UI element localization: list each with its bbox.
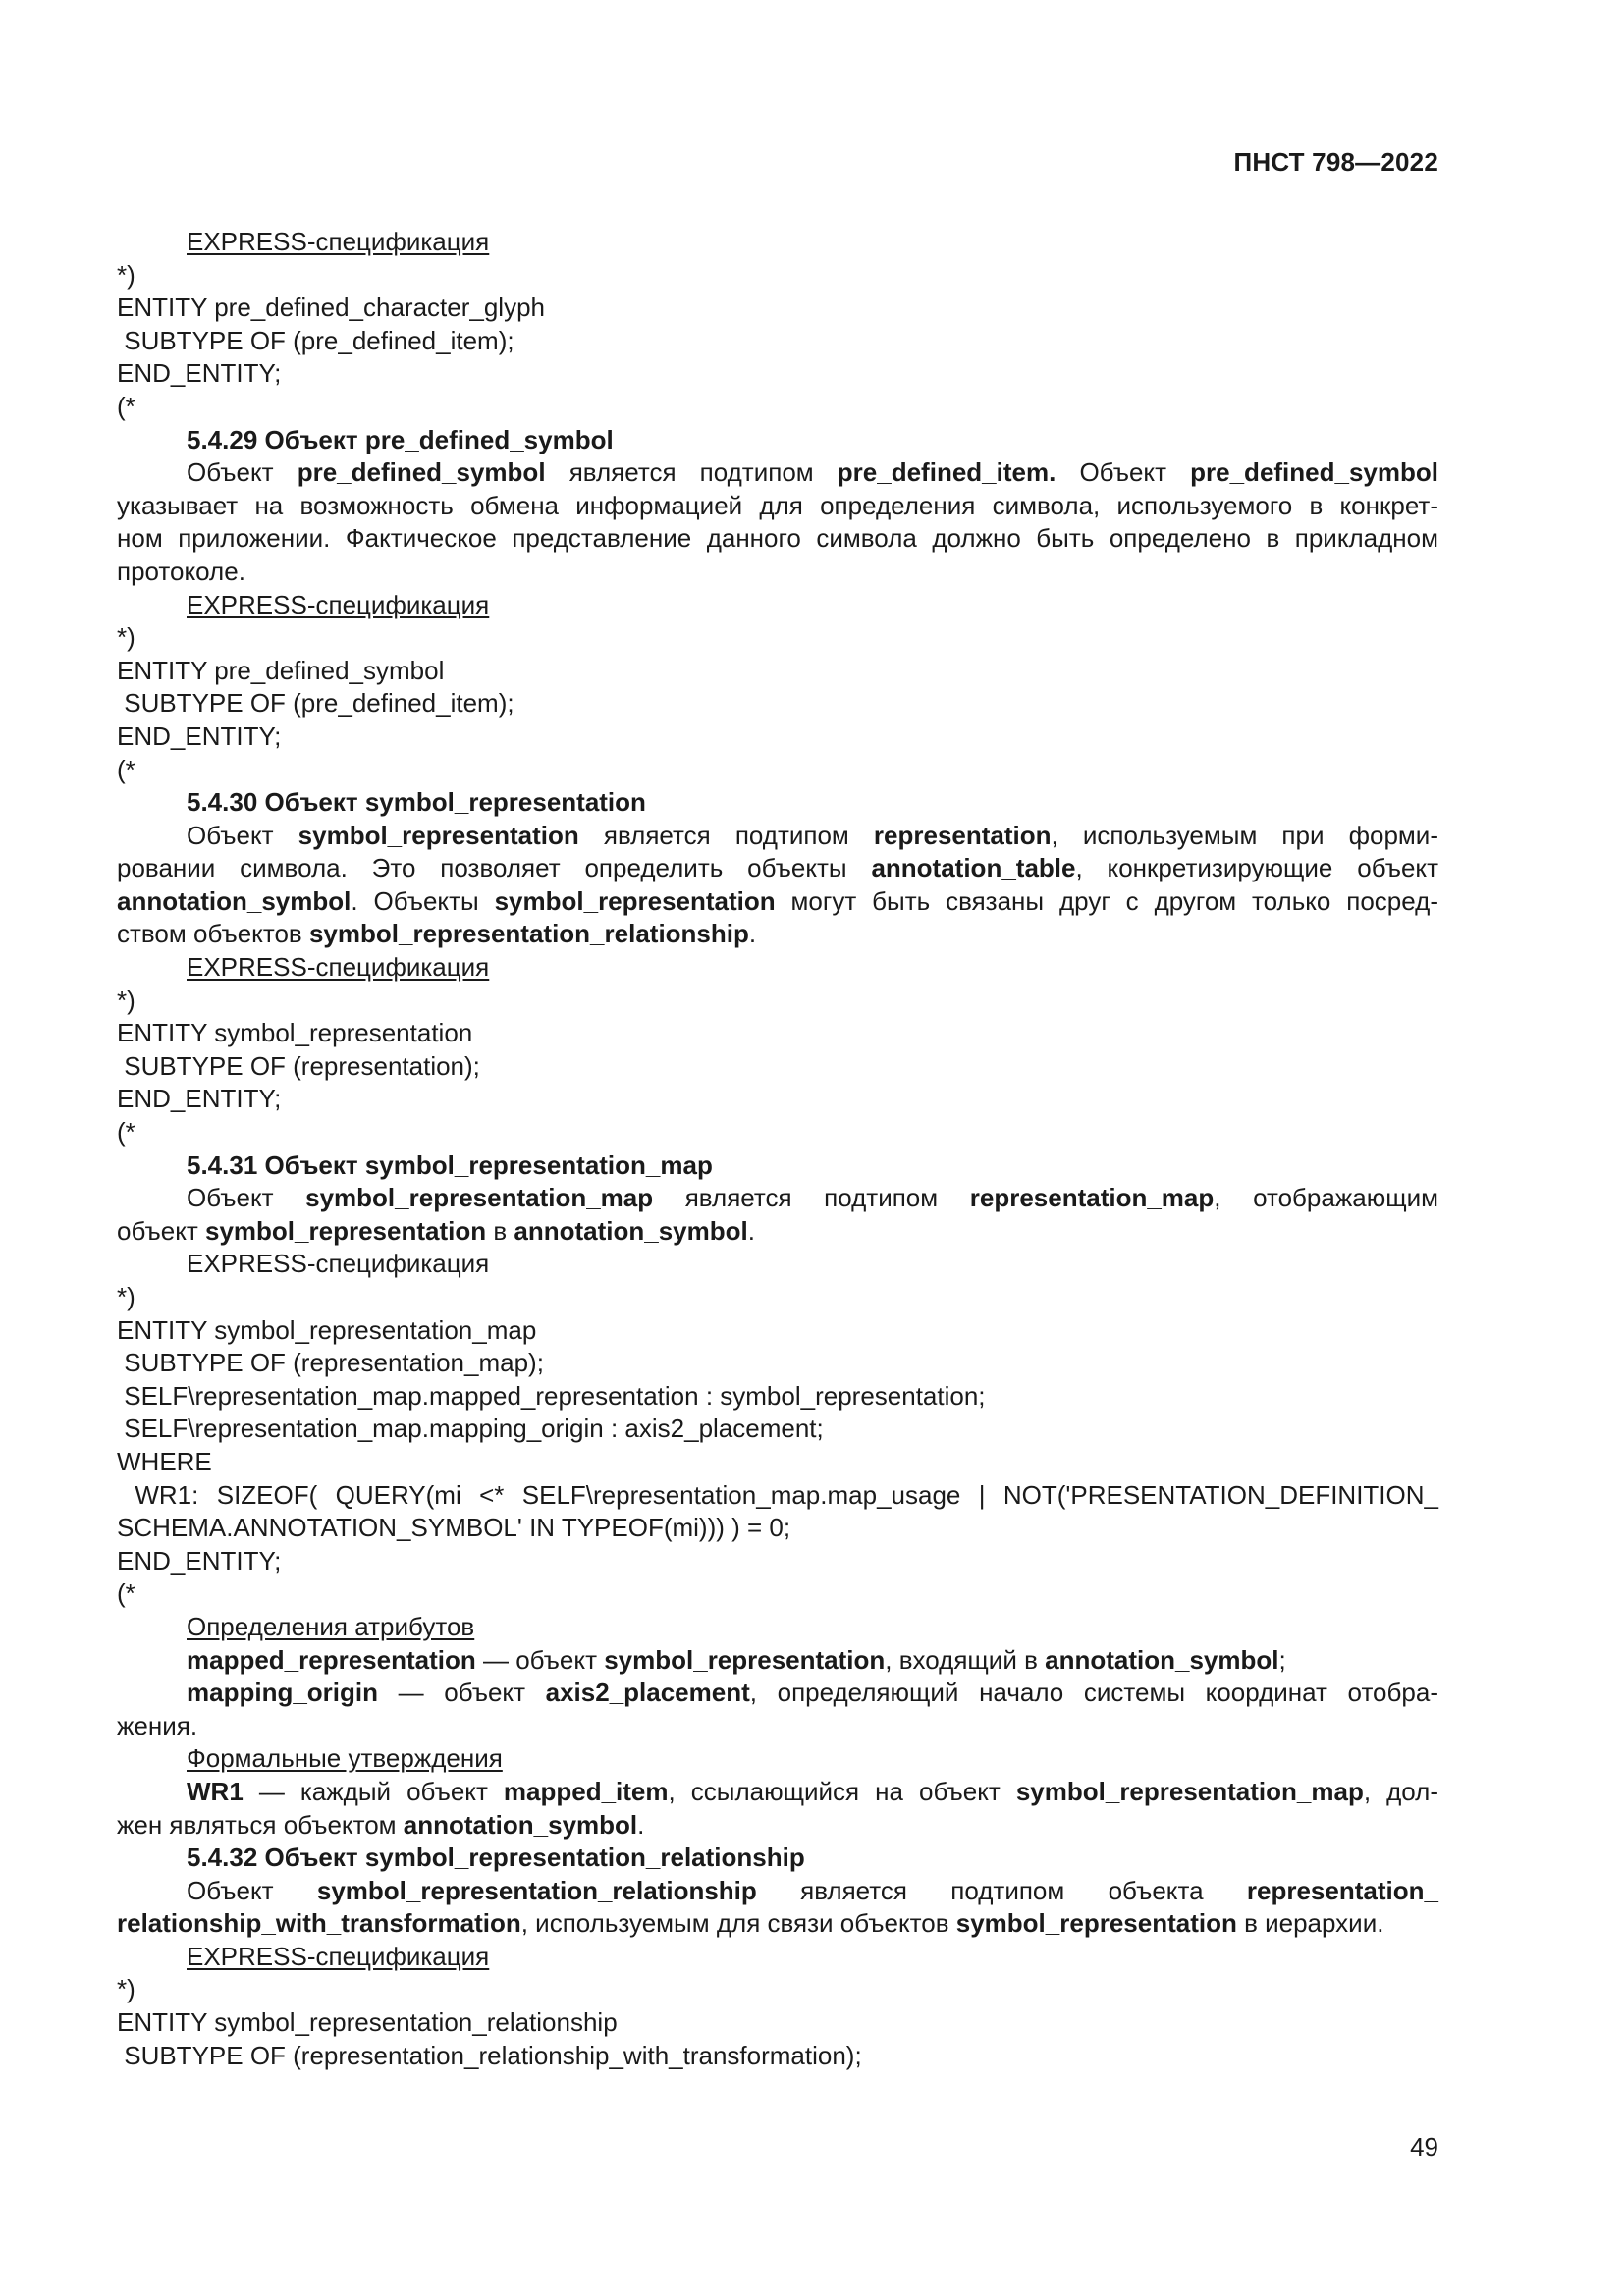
paragraph-line: протоколе.: [117, 556, 245, 586]
code-line: ENTITY symbol_representation: [117, 1018, 473, 1048]
code-line: SUBTYPE OF (representation_map);: [117, 1348, 544, 1378]
paragraph-line: жен являться объектом annotation_symbol.: [117, 1809, 645, 1840]
section-heading: 5.4.29 Объект pre_defined_symbol: [187, 424, 614, 454]
code-line: (*: [117, 391, 135, 421]
section-heading: 5.4.31 Объект symbol_representation_map: [187, 1149, 713, 1180]
express-label: EXPRESS-спецификация: [187, 1941, 490, 1971]
page-number: 49: [1410, 2132, 1438, 2162]
code-line: END_ENTITY;: [117, 721, 282, 751]
attribute-definition: mapped_representation — объект symbol_representation, входящий в annotation_symbol;: [187, 1644, 1286, 1675]
code-line: SELF\representation_map.mapping_origin : axis2_placement;: [117, 1414, 824, 1444]
code-line: ENTITY symbol_representation_relationship: [117, 2007, 618, 2038]
code-line: SELF\representation_map.mapped_representation : symbol_representation;: [117, 1380, 986, 1411]
code-line: ENTITY pre_defined_character_glyph: [117, 293, 545, 323]
code-line: *): [117, 985, 135, 1015]
code-line: WR1: SIZEOF( QUERY(mi <* SELF\representation_map.map_usage | NOT('PRESENTATION_DEFINITION_: [117, 1479, 1438, 1510]
code-line: END_ENTITY;: [117, 1545, 282, 1575]
express-label: EXPRESS-спецификация: [187, 1249, 490, 1279]
attributes-label: Определения атрибутов: [187, 1611, 475, 1641]
code-line: ENTITY symbol_representation_map: [117, 1314, 537, 1345]
paragraph-line: жения.: [117, 1710, 198, 1740]
code-line: (*: [117, 1117, 135, 1148]
code-line: *): [117, 259, 135, 290]
standard-id: ПНСТ 798—2022: [1233, 147, 1438, 177]
code-line: SUBTYPE OF (pre_defined_item);: [117, 325, 514, 355]
code-line: SUBTYPE OF (pre_defined_item);: [117, 688, 514, 719]
paragraph-line: указывает на возможность обмена информацией для определения символа, используемого в конкрет-: [117, 490, 1438, 520]
code-line: (*: [117, 754, 135, 784]
section-heading: 5.4.32 Объект symbol_representation_relationship: [187, 1842, 805, 1873]
page-content: [117, 226, 1438, 2072]
paragraph-line: ровании символа. Это позволяет определить объекты annotation_table, конкретизирующие объект: [117, 853, 1439, 883]
section-heading: 5.4.30 Объект symbol_representation: [187, 787, 646, 818]
express-label: EXPRESS-спецификация: [187, 589, 490, 619]
paragraph-line: Объект symbol_representation является подтипом representation, используемым при форми-: [187, 820, 1438, 850]
paragraph-line: Объект symbol_representation_map является подтипом representation_map, отображающим: [187, 1183, 1438, 1213]
code-line: *): [117, 622, 135, 653]
paragraph-line: Объект pre_defined_symbol является подтипом pre_defined_item. Объект pre_defined_symbol: [187, 457, 1438, 488]
express-label: EXPRESS-спецификация: [187, 227, 490, 256]
code-line: SUBTYPE OF (representation);: [117, 1050, 480, 1081]
document-page: [117, 0, 1438, 2296]
paragraph-line: annotation_symbol. Объекты symbol_representation могут быть связаны друг с другом только посред-: [117, 885, 1438, 916]
code-line: SCHEMA.ANNOTATION_SYMBOL' IN TYPEOF(mi))) ) = 0;: [117, 1513, 791, 1543]
paragraph-line: ством объектов symbol_representation_relationship.: [117, 919, 757, 949]
code-line: *): [117, 1282, 135, 1311]
express-label: EXPRESS-спецификация: [187, 952, 490, 983]
code-line: ENTITY pre_defined_symbol: [117, 655, 445, 685]
code-line: *): [117, 1974, 135, 2004]
paragraph-line: объект symbol_representation в annotation_symbol.: [117, 1215, 755, 1246]
code-line: END_ENTITY;: [117, 1084, 282, 1114]
code-line: WHERE: [117, 1446, 212, 1476]
paragraph-line: relationship_with_transformation, используемым для связи объектов symbol_representation в иерархии.: [117, 1908, 1384, 1939]
paragraph-line: Объект symbol_representation_relationship является подтипом объекта representation_: [187, 1875, 1438, 1905]
code-line: END_ENTITY;: [117, 358, 282, 389]
paragraph-line: ном приложении. Фактическое представление данного символа должно быть определено в прикладном: [117, 523, 1438, 554]
formal-proposition: WR1 — каждый объект mapped_item, ссылающийся на объект symbol_representation_map, дол-: [187, 1776, 1438, 1806]
formal-propositions-label: Формальные утверждения: [187, 1743, 503, 1774]
attribute-definition: mapping_origin — объект axis2_placement, определяющий начало системы координат отобра-: [187, 1678, 1438, 1708]
code-line: (*: [117, 1578, 135, 1609]
code-line: SUBTYPE OF (representation_relationship_with_transformation);: [117, 2040, 862, 2070]
